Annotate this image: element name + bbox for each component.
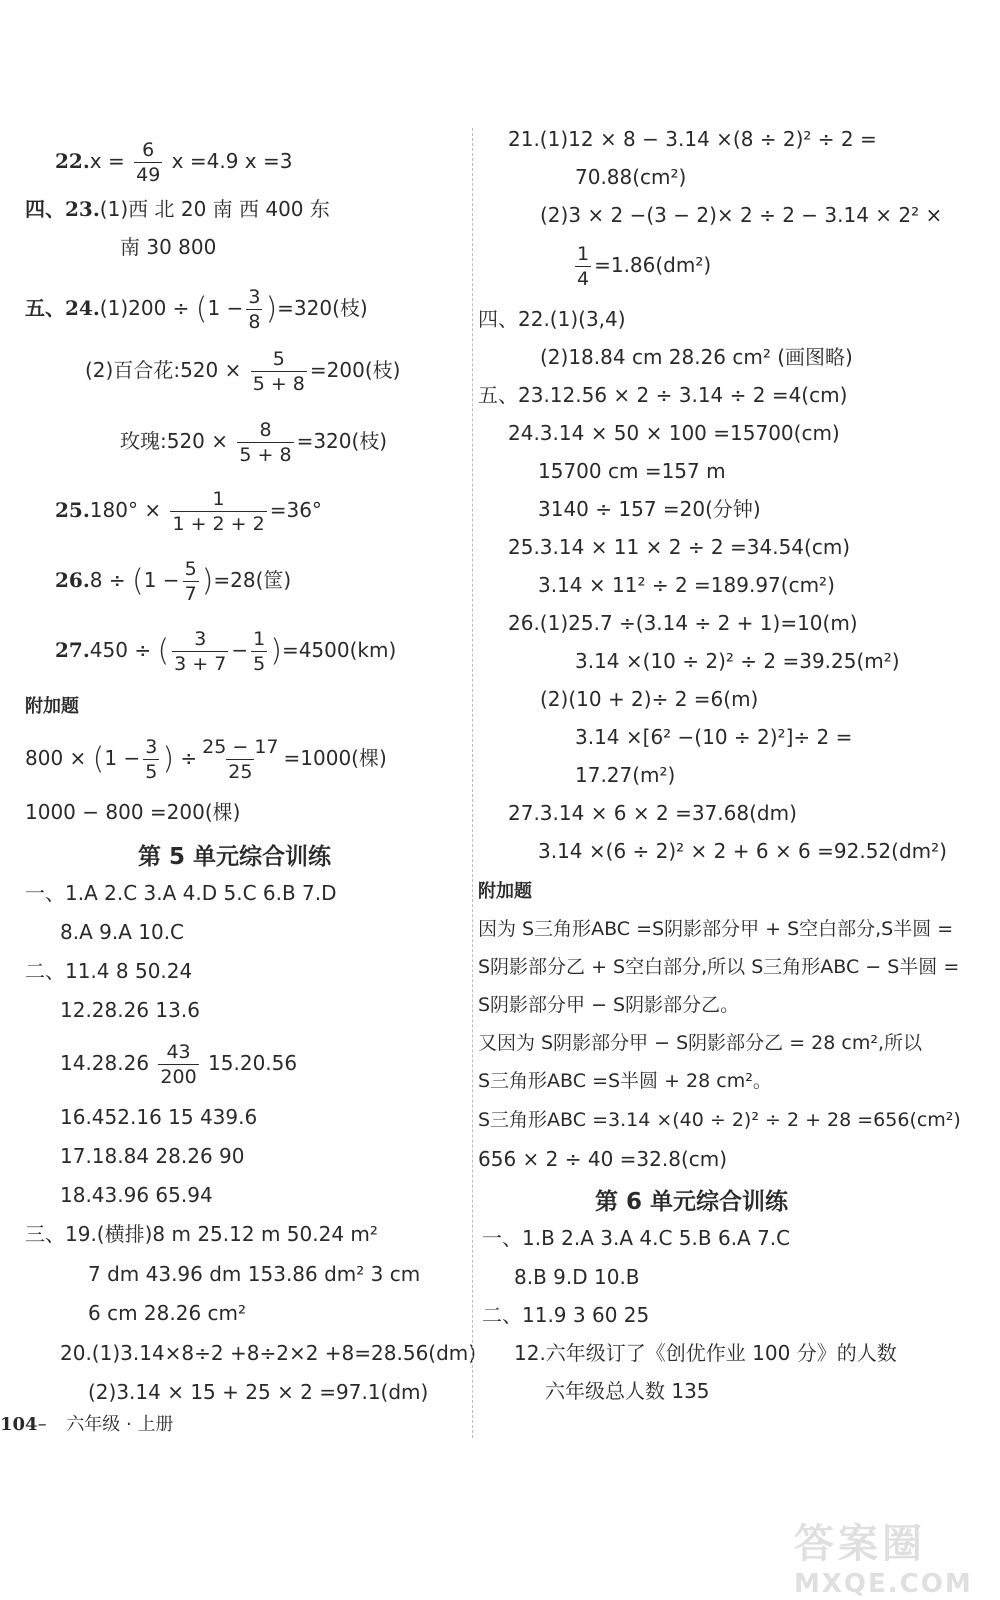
u5-line6: 16.452.16 15 439.6 bbox=[60, 1105, 258, 1129]
q26: 26.8 ÷ (1 − $\frac{5}{7}$ )=28(筐) bbox=[55, 558, 292, 605]
r-line18: 27.3.14 × 6 × 2 =37.68(dm) bbox=[508, 801, 797, 825]
u6-line5: 六年级总人数 135 bbox=[545, 1379, 710, 1403]
extra-line2: 1000 − 800 =200(棵) bbox=[25, 800, 241, 824]
r-line2: 70.88(cm²) bbox=[575, 165, 687, 189]
q25: 25.180° × $\frac{1}{1 + 2 + 2}$ =36° bbox=[55, 488, 322, 535]
unit5-title: 第 5 单元综合训练 bbox=[138, 844, 332, 870]
page-footer: 104– 六年级 · 上册 bbox=[0, 1414, 174, 1435]
u5-line5: 14.28.26 $\frac{43}{200}$ 15.20.56 bbox=[60, 1041, 298, 1088]
u5-line4: 12.28.26 13.6 bbox=[60, 998, 200, 1022]
u5-line9: 三、19.(横排)8 m 25.12 m 50.24 m² bbox=[25, 1222, 378, 1246]
u5-line7: 17.18.84 28.26 90 bbox=[60, 1144, 245, 1168]
e-line7: 656 × 2 ÷ 40 =32.8(cm) bbox=[478, 1147, 728, 1171]
r-line19: 3.14 ×(6 ÷ 2)² × 2 + 6 × 6 =92.52(dm²) bbox=[538, 839, 947, 863]
q23-line1: 四、23.(1)西 北 20 南 西 400 东 bbox=[25, 197, 330, 221]
r-line8: 24.3.14 × 50 × 100 =15700(cm) bbox=[508, 421, 840, 445]
q27: 27.450 ÷ ( $\frac{3}{3 + 7}$ − $\frac{1}{5}$ )=4500(km) bbox=[55, 628, 397, 675]
e-line6: S三角形ABC =3.14 ×(40 ÷ 2)² ÷ 2 + 28 =656(cm²) bbox=[478, 1109, 961, 1131]
e-line5: S三角形ABC =S半圆 + 28 cm²。 bbox=[478, 1070, 772, 1092]
u6-line4: 12.六年级订了《创优作业 100 分》的人数 bbox=[514, 1341, 897, 1365]
u5-line13: (2)3.14 × 15 + 25 × 2 =97.1(dm) bbox=[88, 1380, 429, 1404]
r-line14: 3.14 ×(10 ÷ 2)² ÷ 2 =39.25(m²) bbox=[575, 649, 900, 673]
e-line3: S阴影部分甲 − S阴影部分乙。 bbox=[478, 994, 740, 1016]
u6-line2: 8.B 9.D 10.B bbox=[514, 1265, 640, 1289]
r-line12: 3.14 × 11² ÷ 2 =189.97(cm²) bbox=[538, 573, 835, 597]
r-line17: 17.27(m²) bbox=[575, 763, 676, 787]
r-line5: 四、22.(1)(3,4) bbox=[478, 307, 626, 331]
e-line2: S阴影部分乙 + S空白部分,所以 S三角形ABC − S半圆 = bbox=[478, 956, 960, 978]
r-line1: 21.(1)12 × 8 − 3.14 ×(8 ÷ 2)² ÷ 2 = bbox=[508, 127, 877, 151]
u6-line1: 一、1.B 2.A 3.A 4.C 5.B 6.A 7.C bbox=[482, 1226, 791, 1250]
book-label: 六年级 · 上册 bbox=[66, 1414, 174, 1435]
column-divider bbox=[472, 128, 473, 1438]
q24-part1: 五、24.(1)200 ÷ (1 − $\frac{3}{8}$ )=320(枝) bbox=[25, 286, 368, 333]
u5-line1: 一、1.A 2.C 3.A 4.D 5.C 6.B 7.D bbox=[25, 881, 337, 905]
u5-line3: 二、11.4 8 50.24 bbox=[25, 959, 193, 983]
e-line1: 因为 S三角形ABC =S阴影部分甲 + S空白部分,S半圆 = bbox=[478, 918, 954, 940]
u5-line10: 7 dm 43.96 dm 153.86 dm² 3 cm bbox=[88, 1262, 421, 1286]
r-line15: (2)(10 + 2)÷ 2 =6(m) bbox=[540, 687, 759, 711]
r-line11: 25.3.14 × 11 × 2 ÷ 2 =34.54(cm) bbox=[508, 535, 851, 559]
r-line9: 15700 cm =157 m bbox=[538, 459, 726, 483]
extra-title-left: 附加题 bbox=[25, 696, 79, 717]
u6-line3: 二、11.9 3 60 25 bbox=[482, 1303, 650, 1327]
r-line13: 26.(1)25.7 ÷(3.14 ÷ 2 + 1)=10(m) bbox=[508, 611, 858, 635]
u5-line2: 8.A 9.A 10.C bbox=[60, 920, 185, 944]
q23-line2: 南 30 800 bbox=[120, 235, 217, 259]
page-number: 104 bbox=[0, 1414, 38, 1435]
r-line7: 五、23.12.56 × 2 ÷ 3.14 ÷ 2 =4(cm) bbox=[478, 383, 848, 407]
u5-line11: 6 cm 28.26 cm² bbox=[88, 1301, 247, 1325]
extra-title-right: 附加题 bbox=[478, 881, 532, 902]
u5-line8: 18.43.96 65.94 bbox=[60, 1183, 213, 1207]
e-line4: 又因为 S阴影部分甲 − S阴影部分乙 = 28 cm²,所以 bbox=[478, 1032, 922, 1054]
r-line16: 3.14 ×[6² −(10 ÷ 2)²]÷ 2 = bbox=[575, 725, 853, 749]
extra-line1: 800 × (1 − $\frac{3}{5}$ ) ÷ $\frac{25 - 17}{25}$ =1000(棵) bbox=[25, 736, 387, 783]
r-line3: (2)3 × 2 −(3 − 2)× 2 ÷ 2 − 3.14 × 2² × bbox=[540, 203, 943, 227]
r-line4: $\frac{1}{4}$ =1.86(dm²) bbox=[577, 243, 712, 290]
q24-part2: (2)百合花:520 × $\frac{5}{5 + 8}$ =200(枝) bbox=[85, 348, 401, 395]
watermark-logo: 答案圈 MXQE.COM bbox=[794, 1521, 973, 1599]
q22: 22.x = $\frac{6}{49}$ x =4.9 x =3 bbox=[55, 139, 293, 186]
r-line6: (2)18.84 cm 28.26 cm² (画图略) bbox=[540, 345, 853, 369]
q24-part3: 玫瑰:520 × $\frac{8}{5 + 8}$ =320(枝) bbox=[120, 419, 388, 466]
r-line10: 3140 ÷ 157 =20(分钟) bbox=[538, 497, 761, 521]
u5-line12: 20.(1)3.14×8÷2 +8÷2×2 +8=28.56(dm) bbox=[60, 1341, 477, 1365]
unit6-title: 第 6 单元综合训练 bbox=[595, 1189, 789, 1215]
